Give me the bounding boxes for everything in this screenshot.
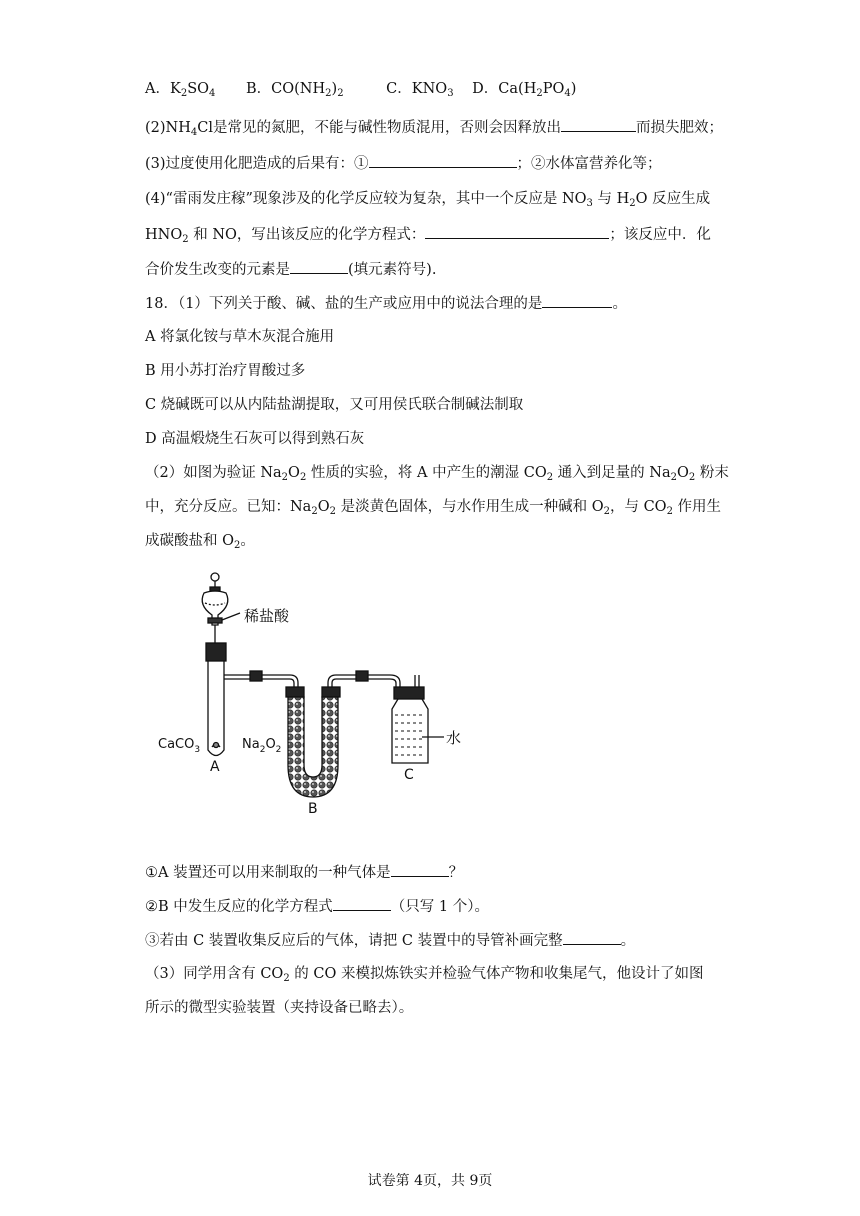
q18-sub3: ③若由 C 装置收集反应后的气体，请把 C 装置中的导管补画完整 。: [145, 930, 635, 951]
acid-label: 稀盐酸: [244, 607, 290, 625]
q18-stem: 18．（1）下列关于酸、碱、盐的生产或应用中的说法合理的是 。: [145, 293, 627, 314]
option-d: D．$Ca(H_2PO_4)$: [472, 81, 577, 99]
label-b: B: [308, 801, 318, 815]
q18-option-c: C 烧碱既可以从内陆盐湖提取，又可用侯氏联合制碱法制取: [145, 397, 524, 413]
na2o2-label: $Na_2O_2$: [242, 737, 282, 755]
q18-option-d: D 高温煅烧生石灰可以得到熟石灰: [145, 431, 365, 447]
answer-blank[interactable]: [290, 259, 348, 274]
answer-blank[interactable]: [391, 862, 449, 877]
answer-blank[interactable]: [369, 153, 517, 168]
option-a: A．$K_2SO_4$: [145, 81, 216, 99]
apparatus-figure: [150, 565, 480, 815]
gas-bottle-c: [392, 687, 444, 763]
q17-part4-line1: (4)“雷雨发庄稼”现象涉及的化学反应较为复杂，其中一个反应是 $NO_3$ 与 $H_2O$ 反应生成: [145, 191, 711, 209]
answer-blank[interactable]: [333, 896, 391, 911]
page-footer: 试卷第 4页，共 9页: [367, 1173, 493, 1189]
label-c: C: [404, 767, 414, 783]
separatory-funnel: [202, 573, 240, 645]
q17-part4-line2: $HNO_2$ 和 NO，写出该反应的化学方程式： ；该反应中．化: [145, 224, 711, 245]
q18-option-b: B 用小苏打治疗胃酸过多: [145, 363, 306, 379]
q18-part3-line2: 所示的微型实验装置（夹持设备已略去）。: [145, 1000, 414, 1016]
answer-blank[interactable]: [542, 293, 612, 308]
q17-part2: $(2)NH_4Cl$是常见的氮肥，不能与碱性物质混用，否则会因释放出 而损失肥效；: [145, 117, 723, 138]
water-label: 水: [446, 729, 462, 747]
q17-part4-line3: 合价发生改变的元素是 (填元素符号).: [145, 259, 436, 280]
answer-blank[interactable]: [425, 224, 609, 239]
q18-part2-line2: 中，充分反应。已知：$Na_2O_2$ 是淡黄色固体，与水作用生成一种碱和 $O_2$，与 $CO_2$ 作用生: [145, 499, 722, 517]
q18-part2-line3: 成碳酸盐和 $O_2$。: [145, 533, 255, 551]
q17-options: [145, 79, 576, 99]
q18-part3-line1: （3）同学用含有 $CO_2$ 的 CO 来模拟炼铁实并检验气体产物和收集尾气，他设计了如图: [145, 966, 704, 984]
q18-option-a: A 将氯化铵与草木灰混合施用: [145, 329, 335, 345]
u-tube-b: [286, 687, 340, 797]
option-c: C．$KNO_3$: [386, 81, 454, 99]
q18-sub2: ②B 中发生反应的化学方程式 （只写 1 个）。: [145, 896, 489, 917]
caco3-label: CaCO$_3$: [158, 737, 201, 755]
option-b: B．$CO(NH_2)_2$: [246, 81, 344, 99]
label-a: A: [210, 759, 220, 775]
q17-part3: (3)过度使用化肥造成的后果有：① ；②水体富营养化等；: [145, 153, 662, 174]
answer-blank[interactable]: [563, 930, 621, 945]
q18-sub1: ①A 装置还可以用来制取的一种气体是 ？: [145, 862, 463, 883]
answer-blank[interactable]: [561, 117, 636, 132]
q18-part2-line1: （2）如图为验证 $Na_2O_2$ 性质的实验，将 A 中产生的潮湿 $CO_2$ 通入到足量的 $Na_2O_2$ 粉末: [145, 465, 729, 483]
